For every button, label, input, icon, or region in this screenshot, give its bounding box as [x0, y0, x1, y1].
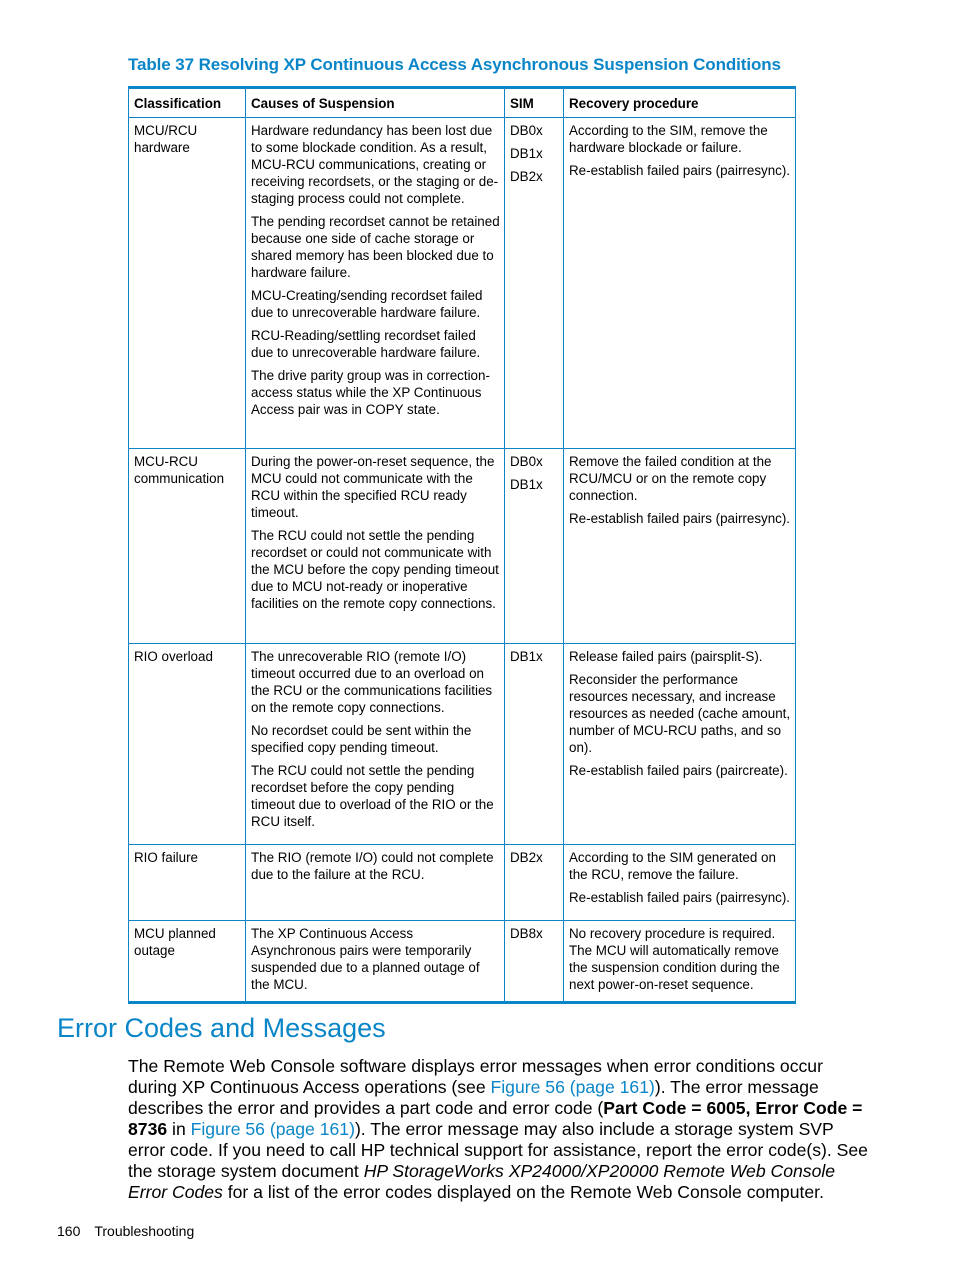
header-recovery: Recovery procedure: [564, 88, 796, 118]
cause-text: The unrecoverable RIO (remote I/O) timeout occurred due to an overload on the RCU or the communications facilities on the remote copy connections.: [251, 649, 493, 715]
sim-code: DB8x: [510, 926, 543, 941]
recovery-text: Re-establish failed pairs (pairresync).: [569, 163, 791, 178]
recovery-cell: [564, 921, 796, 1003]
causes-cell: [246, 644, 505, 845]
sim-cell: [505, 644, 564, 845]
cause-text: The RIO (remote I/O) could not complete due to the failure at the RCU.: [251, 850, 494, 882]
header-classification: Classification: [129, 88, 246, 118]
recovery-text: Re-establish failed pairs (pairresync).: [569, 890, 791, 905]
recovery-text: Re-establish failed pairs (paircreate).: [569, 763, 788, 778]
sim-code: DB1x: [510, 649, 543, 664]
recovery-text: Re-establish failed pairs (pairresync).: [569, 511, 791, 526]
body-text: ). The error message may also include a storage system SVP error code. If you need to call HP technical support for assistance, report the error code(s). See the storage system document: [128, 1119, 868, 1181]
sim-cell: [505, 118, 564, 449]
classification-cell: MCU planned outage: [129, 921, 246, 1003]
body-text: ). The error message describes the error and provides a part code and error code (: [128, 1077, 819, 1118]
sim-cell: [505, 921, 564, 1003]
figure-link[interactable]: Figure 56 (page 161): [190, 1119, 355, 1139]
suspension-conditions-table: [128, 86, 796, 1004]
body-text: for a list of the error codes displayed on the Remote Web Console computer.: [222, 1182, 824, 1202]
sim-code: DB2x: [510, 850, 543, 865]
cause-text: RCU-Reading/settling recordset failed due to unrecoverable hardware failure.: [251, 328, 481, 360]
section-heading: Error Codes and Messages: [57, 1013, 386, 1043]
table-row: [129, 644, 796, 845]
document-title: HP StorageWorks XP24000/XP20000 Remote Web Console Error Codes: [128, 1161, 836, 1202]
recovery-cell: [564, 449, 796, 644]
table-row: [129, 449, 796, 644]
classification-cell: MCU-RCU communication: [129, 449, 246, 644]
recovery-text: According to the SIM generated on the RCU, remove the failure.: [569, 850, 776, 882]
cause-text: No recordset could be sent within the specified copy pending timeout.: [251, 723, 472, 755]
table-row: [129, 845, 796, 921]
page-footer: [57, 1223, 194, 1239]
sim-code: DB0x: [510, 123, 543, 138]
sim-code: DB1x: [510, 477, 543, 492]
causes-cell: [246, 921, 505, 1003]
recovery-text: Reconsider the performance resources necessary, and increase resources as needed (cache amount, number of MCU-RCU paths, and so on).: [569, 672, 791, 755]
cause-text: The pending recordset cannot be retained because one side of cache storage or shared memory has been blocked due to hardware failure.: [251, 214, 500, 280]
table-caption: Table 37 Resolving XP Continuous Access Asynchronous Suspension Conditions: [128, 55, 781, 74]
sim-code: DB2x: [510, 169, 543, 184]
cause-text: The XP Continuous Access Asynchronous pairs were temporarily suspended due to a planned outage of the MCU.: [251, 926, 480, 992]
body-text: The Remote Web Console software displays error messages when error conditions occur during XP Continuous Access operations (see: [128, 1056, 823, 1097]
recovery-text: According to the SIM, remove the hardware blockade or failure.: [569, 123, 768, 155]
recovery-text: Release failed pairs (pairsplit-S).: [569, 649, 763, 664]
causes-cell: [246, 449, 505, 644]
table-row: [129, 118, 796, 449]
causes-cell: [246, 845, 505, 921]
section-body-paragraph: [128, 1056, 870, 1203]
classification-cell: RIO overload: [129, 644, 246, 845]
cause-text: During the power-on-reset sequence, the MCU could not communicate with the RCU within the specified RCU ready timeout.: [251, 454, 495, 520]
cause-text: Hardware redundancy has been lost due to some blockade condition. As a result, MCU-RCU communications, creating or receiving recordsets, or the staging or de-staging process could not complete.: [251, 123, 499, 206]
causes-cell: [246, 118, 505, 449]
recovery-text: No recovery procedure is required. The MCU will automatically remove the suspension condition during the next power-on-reset sequence.: [569, 926, 780, 992]
cause-text: The RCU could not settle the pending recordset or could not communicate with the MCU before the copy pending timeout due to MCU not-ready or inoperative facilities on the remote copy connections.: [251, 528, 499, 611]
figure-link[interactable]: Figure 56 (page 161): [490, 1077, 655, 1097]
classification-cell: RIO failure: [129, 845, 246, 921]
cause-text: The RCU could not settle the pending recordset before the copy pending timeout due to overload of the RIO or the RCU itself.: [251, 763, 494, 829]
sim-code: DB0x: [510, 454, 543, 469]
sim-cell: [505, 449, 564, 644]
classification-cell: MCU/RCU hardware: [129, 118, 246, 449]
footer-section-name: Troubleshooting: [94, 1223, 195, 1239]
recovery-cell: [564, 845, 796, 921]
cause-text: The drive parity group was in correction-access status while the XP Continuous Access pair was in COPY state.: [251, 368, 490, 417]
recovery-text: Remove the failed condition at the RCU/MCU or on the remote copy connection.: [569, 454, 772, 503]
recovery-cell: [564, 644, 796, 845]
code-emphasis: Part Code = 6005, Error Code = 8736: [128, 1098, 863, 1139]
body-text: in: [167, 1119, 191, 1139]
page-number: 160: [57, 1223, 81, 1239]
cause-text: MCU-Creating/sending recordset failed due to unrecoverable hardware failure.: [251, 288, 483, 320]
table-row: [129, 921, 796, 1003]
header-sim: SIM: [505, 88, 564, 118]
header-causes: Causes of Suspension: [246, 88, 505, 118]
sim-code: DB1x: [510, 146, 543, 161]
recovery-cell: [564, 118, 796, 449]
table-header-row: [129, 88, 796, 118]
sim-cell: [505, 845, 564, 921]
